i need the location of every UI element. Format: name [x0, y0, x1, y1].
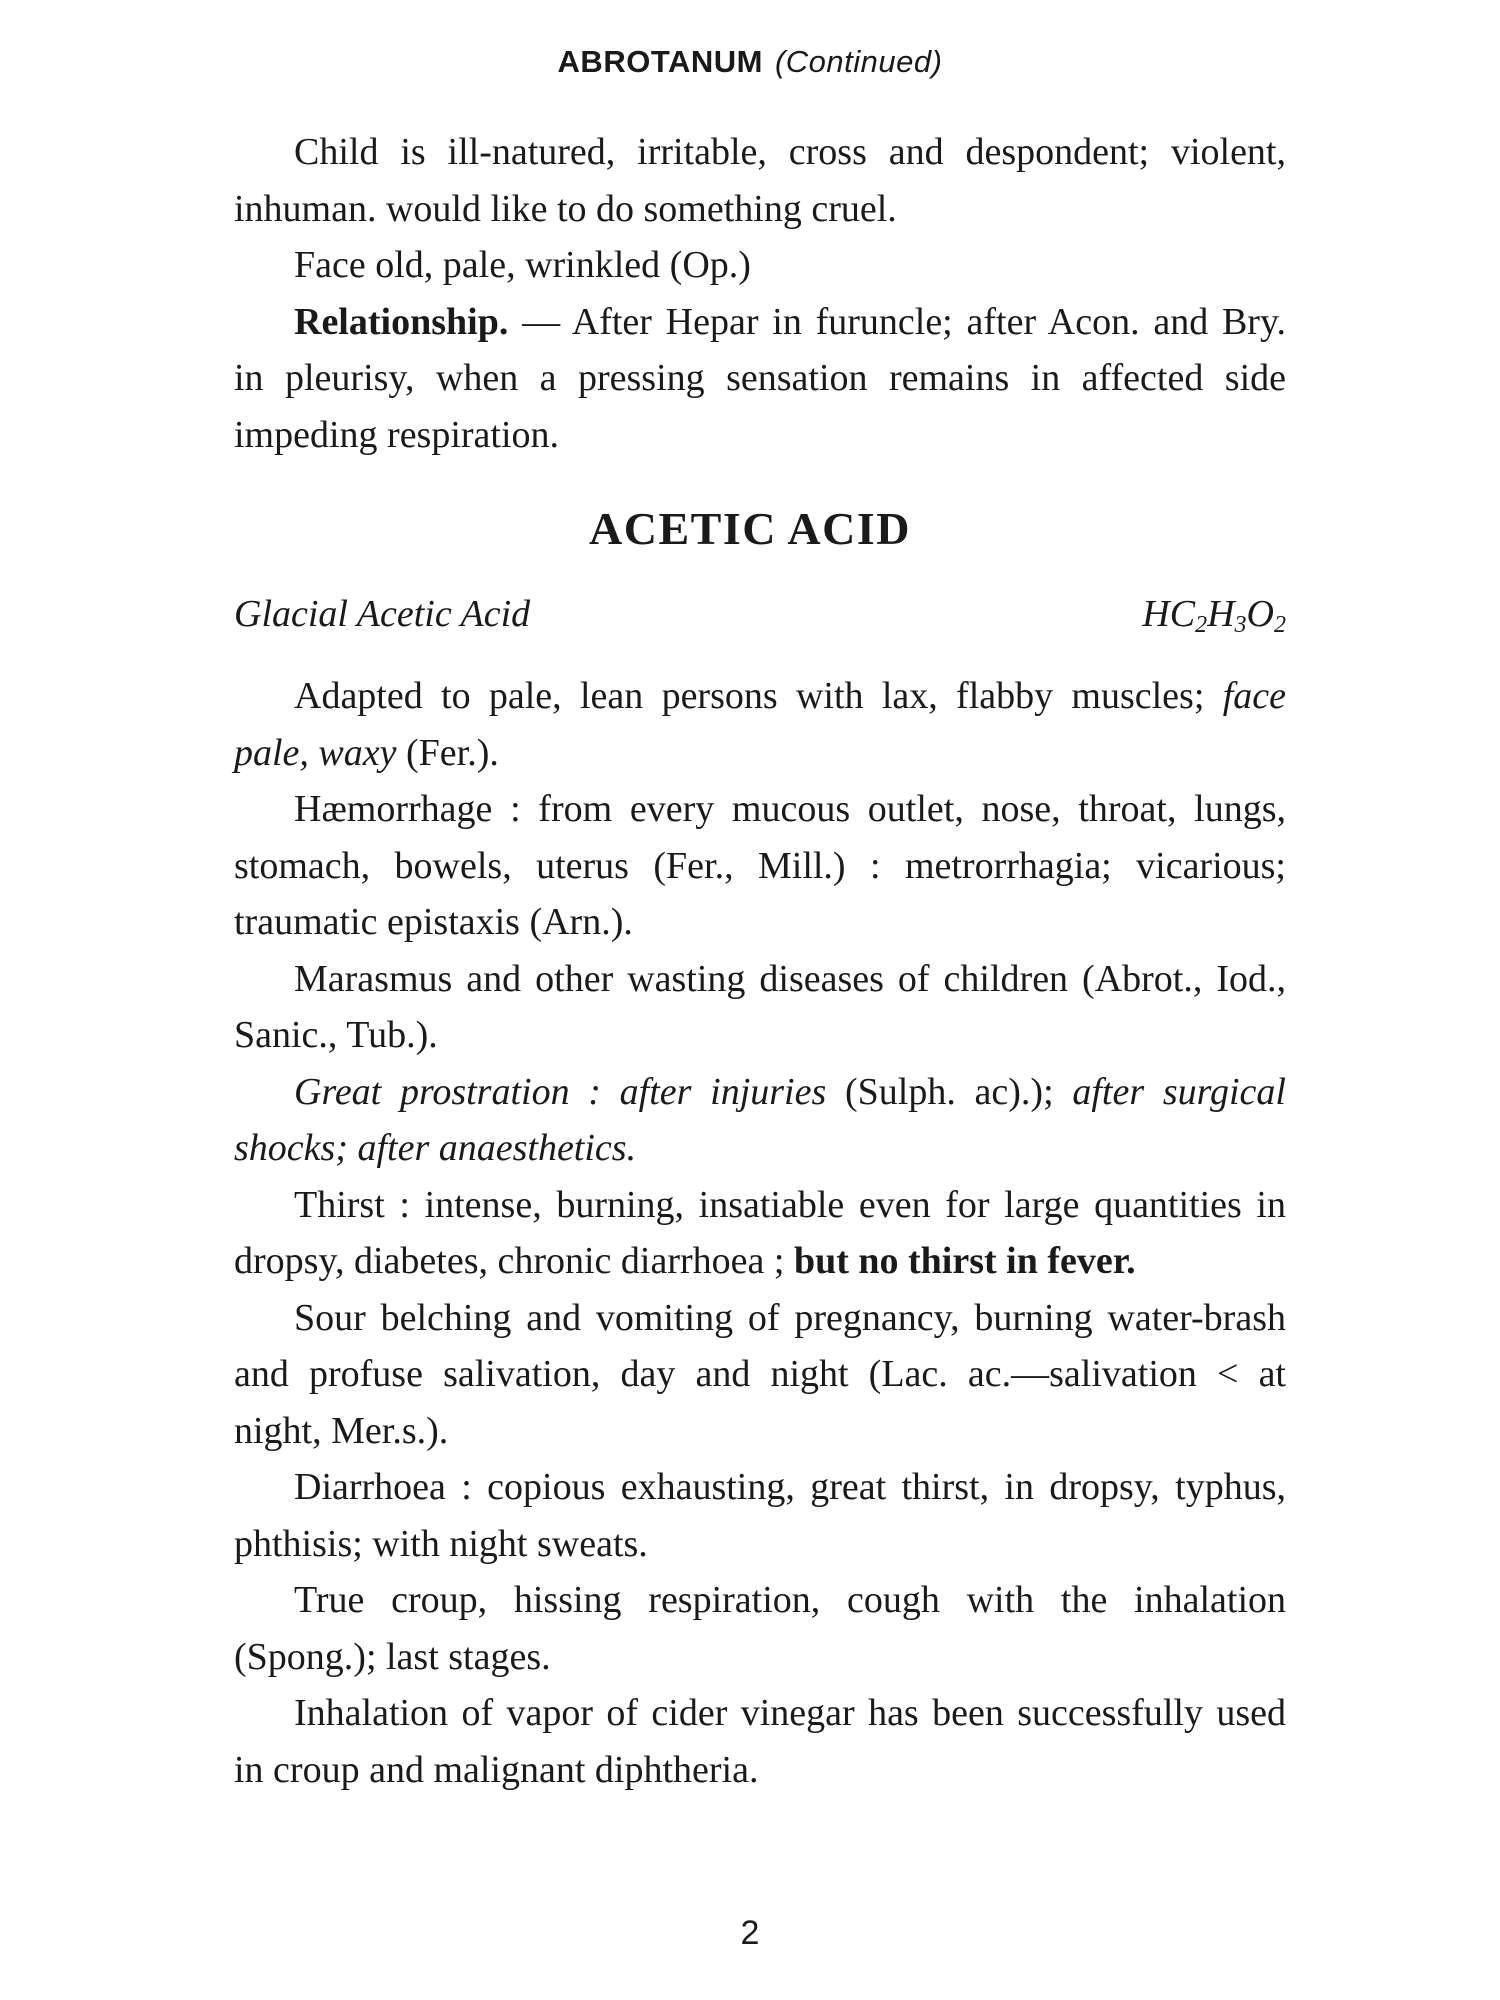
relationship-paragraph — [234, 294, 1286, 464]
relationship-text: — After Hepar in furuncle; after Acon. and Bry. in pleurisy, when a pressing sensation remains in affected side impeding respiration. — [234, 300, 1286, 456]
paragraph: Child is ill-natured, irritable, cross and despondent; violent, inhuman. would like to do something cruel. — [234, 131, 1286, 230]
paragraph: Hæmorrhage : from every mucous outlet, nose, throat, lungs, stomach, bowels, uterus (Fer., Mill.) : metrorrhagia; vicarious; traumatic epistaxis (Arn.). — [234, 788, 1286, 943]
relationship-label: Relationship. — [294, 300, 509, 343]
remedy-subtitle-row — [234, 592, 1286, 652]
page-number: 2 — [740, 1914, 760, 1952]
paragraph: Marasmus and other wasting diseases of children (Abrot., Iod., Sanic., Tub.). — [234, 957, 1286, 1056]
running-head-continued: (Continued) — [774, 44, 943, 79]
running-head-title: ABROTANUM — [557, 44, 763, 79]
paragraph: Inhalation of vapor of cider vinegar has been successfully used in croup and malignant diphtheria. — [234, 1692, 1286, 1791]
latin-name: Glacial Acetic Acid — [234, 593, 531, 635]
acetic-acid-text — [234, 668, 1286, 1798]
chemical-formula: $HC_2H_3O_2$ — [1142, 593, 1286, 638]
running-head — [0, 44, 1500, 80]
abrotanum-continued-text — [234, 124, 1286, 463]
paragraph: Adapted to pale, lean persons with lax, flabby muscles; face pale, waxy (Fer.). — [234, 675, 1286, 774]
paragraph: Diarrhoea : copious exhausting, great thirst, in dropsy, typhus, phthisis; with night sweats. — [234, 1466, 1286, 1565]
paragraph: Great prostration : after injuries (Sulph. ac).); after surgical shocks; after anaesthetics. — [234, 1070, 1286, 1169]
paragraph: True croup, hissing respiration, cough with the inhalation (Spong.); last stages. — [234, 1579, 1286, 1678]
paragraph: Face old, pale, wrinkled (Op.) — [294, 244, 751, 286]
paragraph: Sour belching and vomiting of pregnancy, burning water-brash and profuse salivation, day and night (Lac. ac.—salivation < at night, Mer.s.). — [234, 1296, 1286, 1452]
section-title: ACETIC ACID — [589, 503, 911, 554]
paragraph: Thirst : intense, burning, insatiable even for large quantities in dropsy, diabetes, chronic diarrhoea ; but no thirst in fever. — [234, 1183, 1286, 1282]
